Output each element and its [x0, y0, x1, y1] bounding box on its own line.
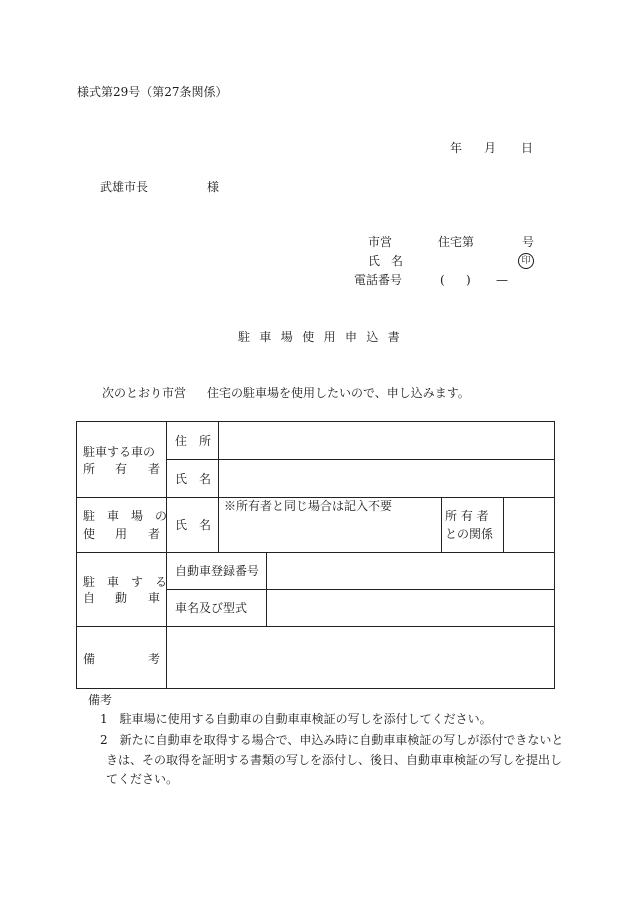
- applicant-phone-label: 電話番号: [354, 273, 403, 287]
- user-section-label-line2a: 使: [83, 527, 96, 541]
- vehicle-section-label-line2c: 車: [148, 591, 161, 605]
- owner-name-label-a: 氏: [175, 472, 188, 486]
- phone-open-paren: (: [440, 273, 445, 287]
- date-month-label: 月: [484, 141, 497, 155]
- row-divider: [77, 497, 555, 498]
- vehicle-section-label-line2b: 動: [115, 591, 128, 605]
- user-section-label-line2b: 用: [115, 527, 128, 541]
- application-table: [76, 421, 555, 689]
- row-divider: [77, 626, 555, 627]
- remarks-label-b: 考: [148, 652, 161, 666]
- vehicle-section-label-line1: 駐 車 す る: [83, 575, 168, 589]
- note-item-2-line2: きは、その取得を証明する書類の写しを添付し、後日、自動車車検証の写しを提出し: [106, 753, 563, 767]
- row-divider: [166, 589, 555, 590]
- same-owner-note: ※所有者と同じ場合は記入不要: [224, 499, 393, 513]
- phone-dash: —: [496, 273, 508, 287]
- applicant-housing-prefix: 市営: [368, 235, 393, 249]
- intro-text-part2: 住宅の駐車場を使用したいので、申し込みます。: [207, 386, 470, 400]
- column-divider: [441, 497, 442, 552]
- column-divider: [266, 552, 267, 626]
- phone-close-paren: ): [466, 273, 471, 287]
- row-divider: [166, 459, 555, 460]
- model-label: 車名及び型式: [175, 601, 248, 615]
- owner-name-label-b: 名: [199, 472, 212, 486]
- note-item-2-line3: てください。: [106, 772, 179, 786]
- intro-text-part1: 次のとおり市営: [102, 386, 187, 400]
- column-divider: [218, 422, 219, 552]
- column-divider: [503, 497, 504, 552]
- row-divider: [77, 552, 555, 553]
- user-name-label-b: 名: [199, 518, 212, 532]
- relation-label-line1: 所 有 者: [445, 509, 489, 523]
- applicant-housing-suffix: 住宅第: [438, 235, 475, 249]
- owner-section-label-line2a: 所: [83, 462, 96, 476]
- user-section-label-line1: 駐 車 場 の: [83, 509, 168, 523]
- owner-section-label-line1: 駐車する車の: [83, 445, 156, 459]
- addressee-honorific: 様: [207, 180, 220, 194]
- date-year-label: 年: [450, 141, 463, 155]
- user-name-label-a: 氏: [175, 518, 188, 532]
- applicant-name-label: 氏名: [368, 254, 415, 268]
- column-divider: [166, 422, 167, 688]
- applicant-number-label: 号: [522, 235, 535, 249]
- registration-number-label: 自動車登録番号: [175, 564, 260, 578]
- relation-label-line2: との関係: [445, 527, 494, 541]
- notes-heading: 備考: [88, 693, 113, 707]
- seal-icon: 印: [518, 253, 534, 269]
- date-day-label: 日: [521, 141, 534, 155]
- document-title: 駐車場使用申込書: [238, 330, 410, 344]
- note-item-1: 1 駐車場に使用する自動車の自動車車検証の写しを添付してください。: [100, 712, 492, 726]
- owner-section-label-line2c: 者: [148, 462, 161, 476]
- user-section-label-line2c: 者: [148, 527, 161, 541]
- address-label-b: 所: [199, 434, 212, 448]
- remarks-label-a: 備: [83, 652, 96, 666]
- addressee-name: 武雄市長: [100, 180, 149, 194]
- owner-section-label-line2b: 有: [115, 462, 128, 476]
- address-label-a: 住: [175, 434, 188, 448]
- note-item-2-line1: 2 新たに自動車を取得する場合で、申込み時に自動車車検証の写しが添付できないと: [100, 733, 564, 747]
- vehicle-section-label-line2a: 自: [83, 591, 96, 605]
- form-number-label: 様式第29号（第27条関係）: [77, 85, 228, 99]
